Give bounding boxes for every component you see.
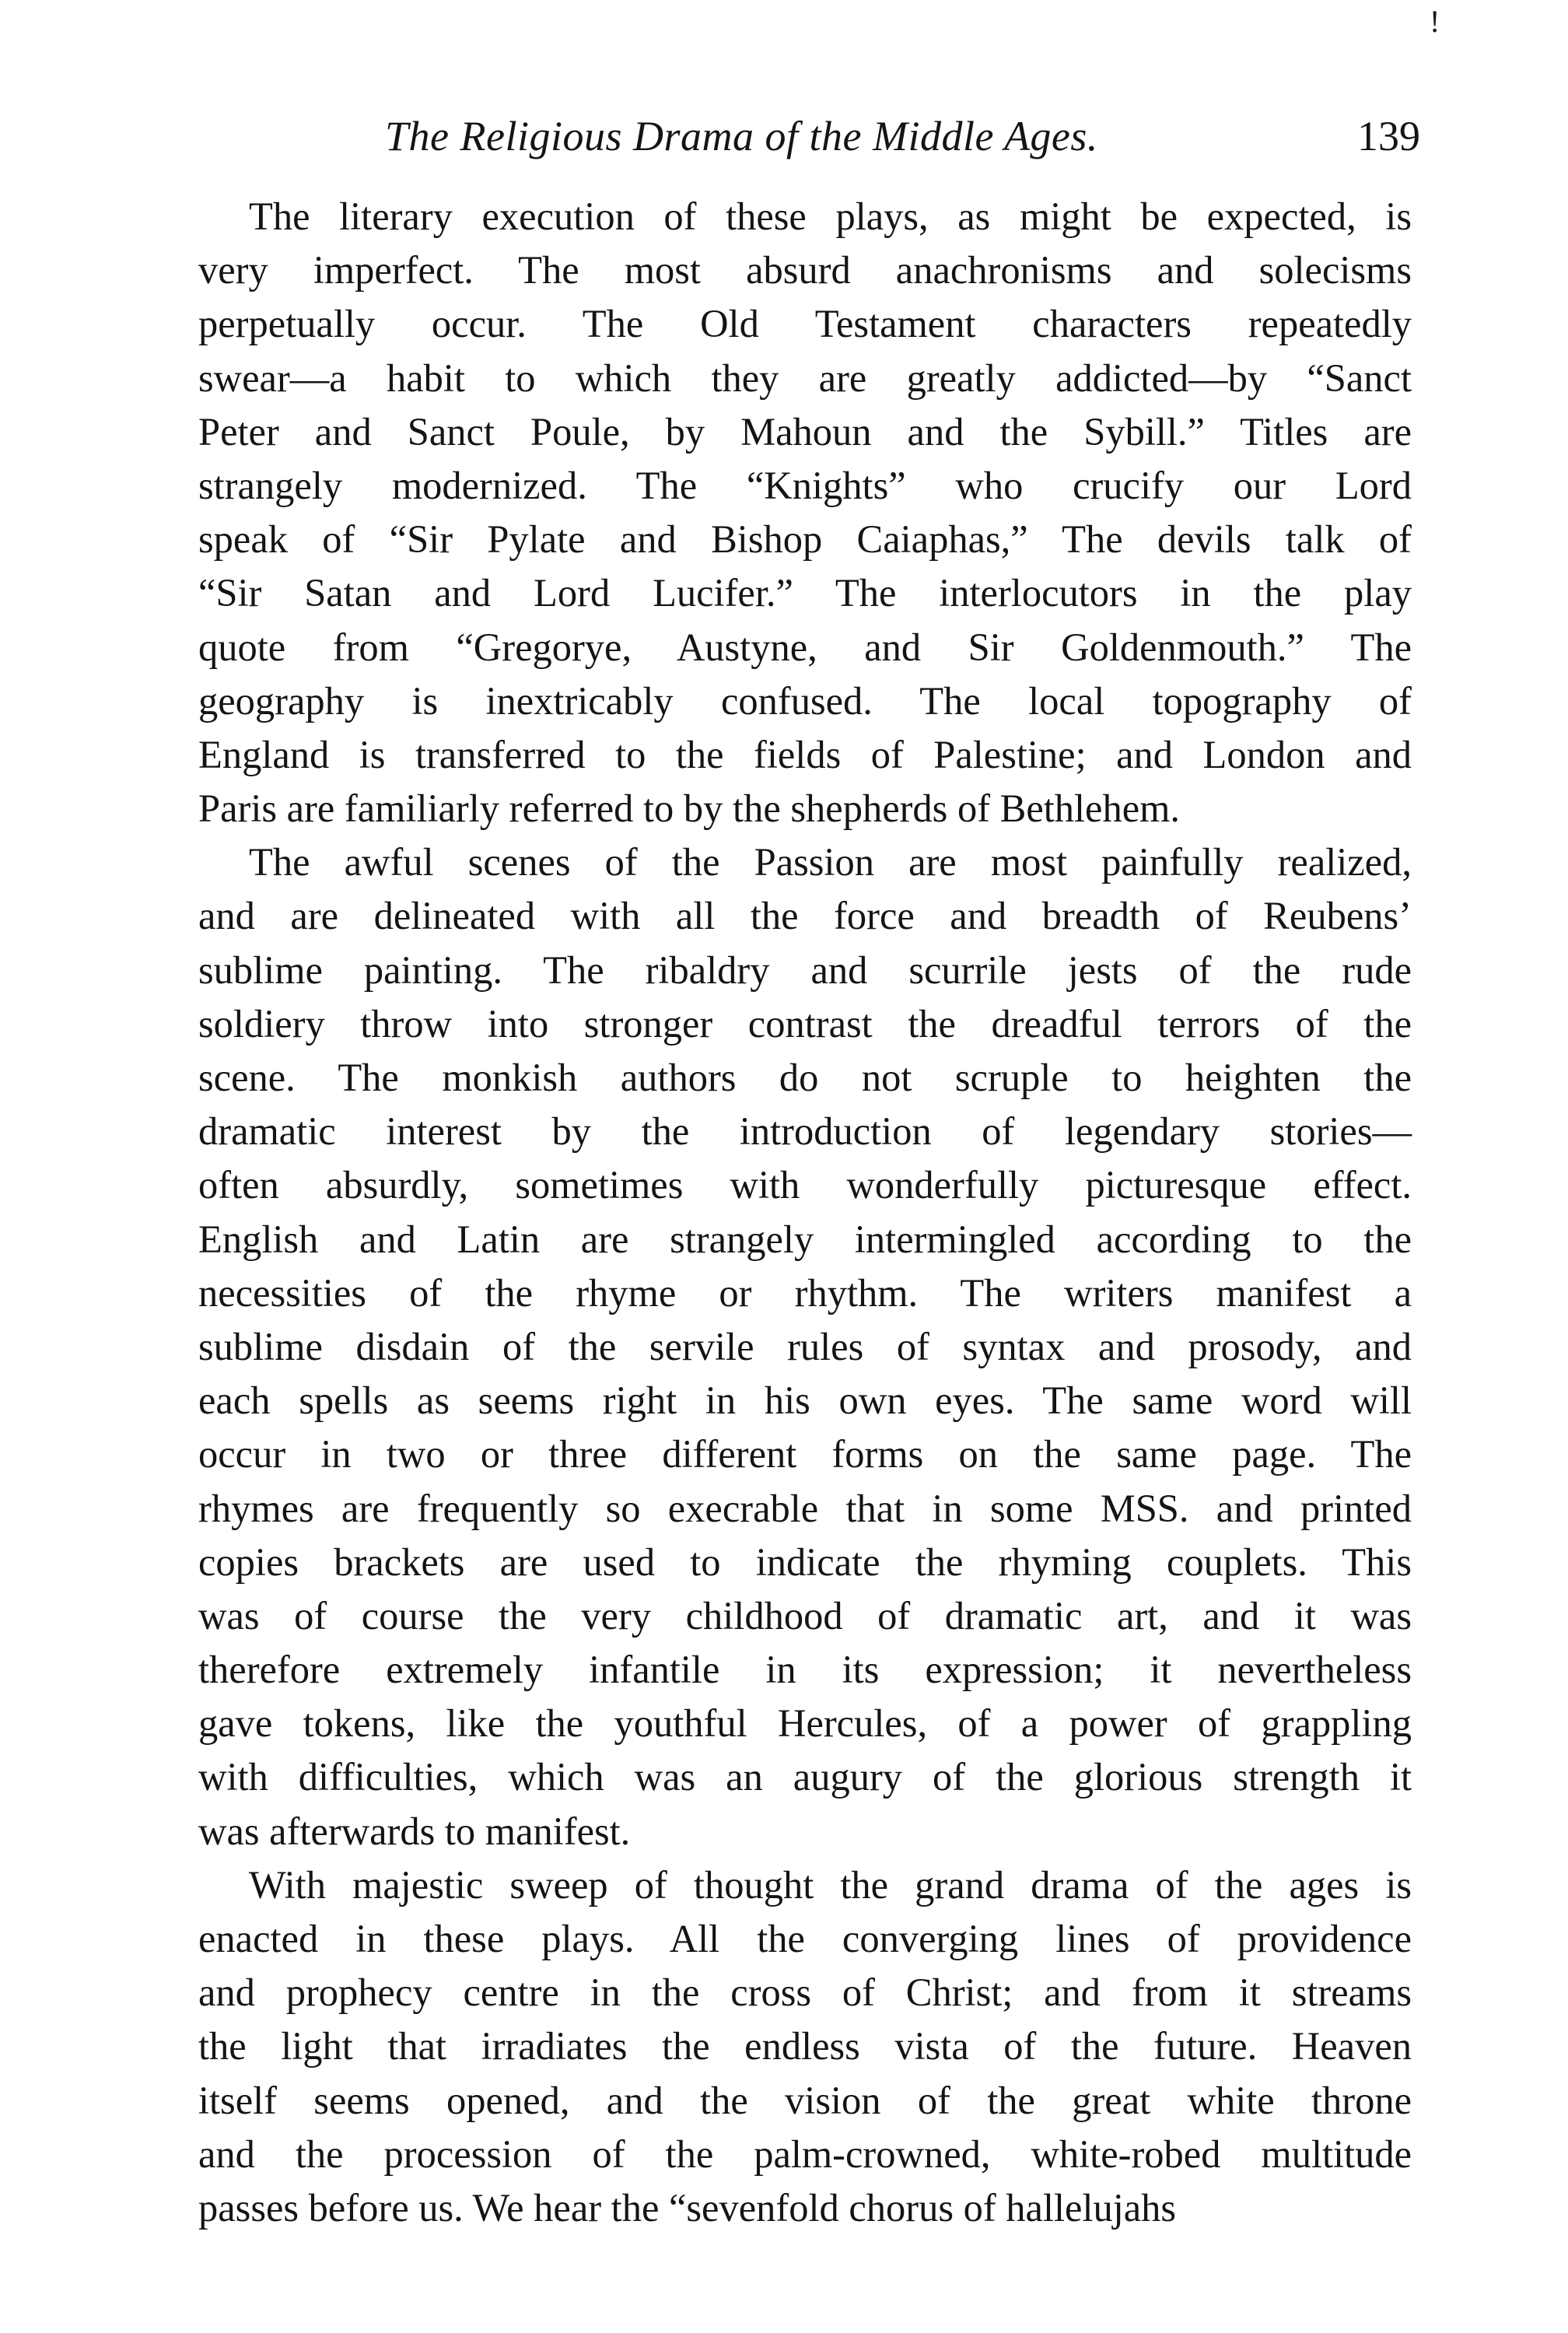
text-line: often absurdly, sometimes with wonderfully picturesque effect. <box>198 1163 1412 1207</box>
text-line: each spells as seems right in his own eyes. The same word will <box>198 1378 1412 1423</box>
text-line: Peter and Sanct Poule, by Mahoun and the Sybill.” Titles are <box>198 409 1412 454</box>
text-line: “Sir Satan and Lord Lucifer.” The interlocutors in the play <box>198 571 1412 615</box>
text-line: itself seems opened, and the vision of the great white throne <box>198 2078 1412 2122</box>
text-line: scene. The monkish authors do not scruple to heighten the <box>198 1056 1412 1099</box>
text-line: with difficulties, which was an augury of the glorious strength it <box>198 1755 1412 1799</box>
text-line: dramatic interest by the introduction of legendary stories— <box>198 1109 1412 1154</box>
text-line: sublime disdain of the servile rules of syntax and prosody, and <box>198 1324 1412 1368</box>
text-line: passes before us. We hear the “sevenfold chorus of hallelujahs <box>198 2185 1177 2230</box>
body-text <box>198 190 1412 2235</box>
text-line: enacted in these plays. All the converging lines of providence <box>198 1917 1412 1960</box>
text-line: was of course the very childhood of dramatic art, and it was <box>198 1593 1412 1638</box>
text-line: rhymes are frequently so execrable that in some MSS. and printed <box>198 1486 1412 1530</box>
text-line: swear—a habit to which they are greatly addicted—by “Sanct <box>198 356 1412 400</box>
text-line: speak of “Sir Pylate and Bishop Caiaphas,” The devils talk of <box>198 517 1412 562</box>
text-line: perpetually occur. The Old Testament characters repeatedly <box>198 302 1412 346</box>
text-line: The literary execution of these plays, as might be expected, is <box>249 194 1412 238</box>
text-line: strangely modernized. The “Knights” who crucify our Lord <box>198 463 1412 507</box>
text-line: The awful scenes of the Passion are most painfully realized, <box>249 840 1412 885</box>
text-line: was afterwards to manifest. <box>198 1809 631 1853</box>
text-line: quote from “Gregorye, Austyne, and Sir Goldenmouth.” The <box>198 625 1412 669</box>
text-line: very imperfect. The most absurd anachronisms and solecisms <box>198 248 1412 293</box>
paragraph-2 <box>198 835 1412 1858</box>
running-header-title: The Religious Drama of the Middle Ages. <box>385 113 1098 159</box>
text-line: Paris are familiarly referred to by the shepherds of Bethlehem. <box>198 786 1181 831</box>
paragraph-3 <box>198 1858 1412 2235</box>
text-line: copies brackets are used to indicate the rhyming couplets. This <box>198 1540 1412 1584</box>
text-line: With majestic sweep of thought the grand drama of the ages is <box>249 1862 1412 1907</box>
text-line: the light that irradiates the endless vista of the future. Heaven <box>198 2024 1412 2069</box>
page-number: 139 <box>1357 113 1420 159</box>
text-line: sublime painting. The ribaldry and scurrile jests of the rude <box>198 948 1412 992</box>
text-line: and prophecy centre in the cross of Christ; and from it streams <box>198 1970 1412 2015</box>
text-line: and the procession of the palm-crowned, white-robed multitude <box>198 2132 1412 2176</box>
stray-mark: ! <box>1430 4 1440 39</box>
text-line: necessities of the rhyme or rhythm. The writers manifest a <box>198 1270 1412 1315</box>
text-line: occur in two or three different forms on the same page. The <box>198 1432 1412 1477</box>
paragraph-1 <box>198 190 1412 835</box>
text-line: and are delineated with all the force and breadth of Reubens’ <box>198 894 1412 938</box>
text-line: English and Latin are strangely intermingled according to the <box>198 1217 1412 1261</box>
text-line: geography is inextricably confused. The local topography of <box>198 678 1412 723</box>
text-line: soldiery throw into stronger contrast the dreadful terrors of the <box>198 1001 1412 1046</box>
text-line: therefore extremely infantile in its expression; it nevertheless <box>198 1648 1412 1692</box>
text-line: England is transferred to the fields of Palestine; and London and <box>198 732 1412 776</box>
text-line: gave tokens, like the youthful Hercules, of a power of grappling <box>198 1701 1412 1746</box>
